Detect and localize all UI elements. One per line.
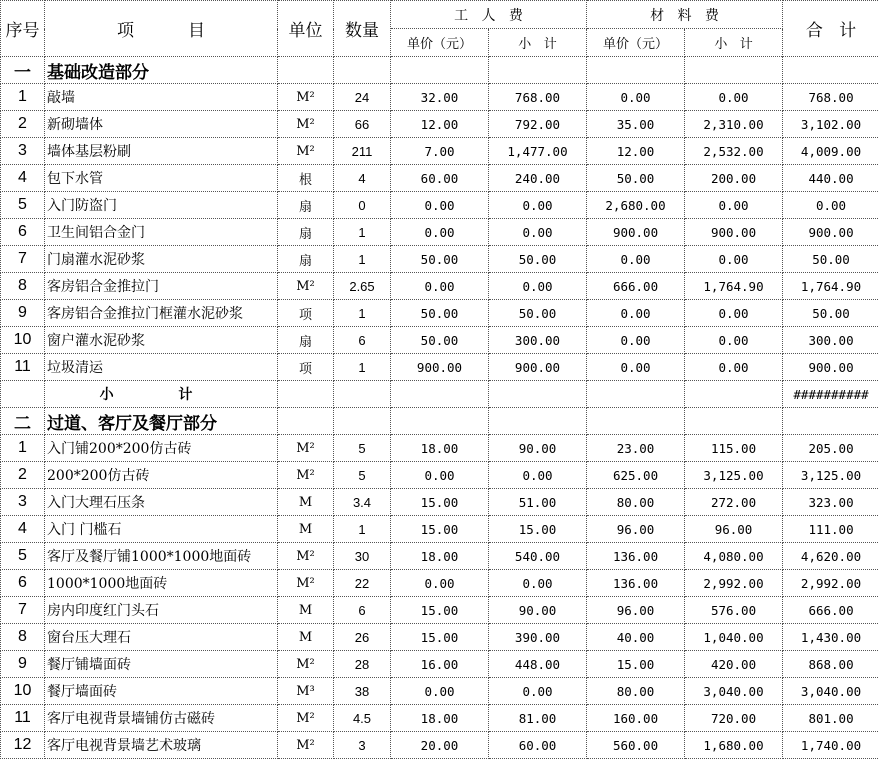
cell-item-name: 卫生间铝合金门 (45, 219, 278, 246)
cell-material-subtotal: 3,040.00 (685, 678, 783, 705)
cell-qty: 26 (334, 624, 391, 651)
empty-cell (489, 381, 587, 408)
table-row (1, 570, 879, 597)
cell-labor-subtotal: 0.00 (489, 570, 587, 597)
cell-seq: 1 (1, 435, 45, 462)
cell-material-unit-price: 0.00 (587, 246, 685, 273)
cell-material-subtotal: 2,992.00 (685, 570, 783, 597)
cell-seq: 3 (1, 489, 45, 516)
cell-total: 440.00 (783, 165, 879, 192)
cell-material-subtotal: 200.00 (685, 165, 783, 192)
cell-labor-unit-price: 15.00 (391, 516, 489, 543)
cell-item-name: 敲墙 (45, 84, 278, 111)
cell-total: 3,125.00 (783, 462, 879, 489)
empty-cell (685, 381, 783, 408)
cell-labor-unit-price: 0.00 (391, 273, 489, 300)
cell-labor-subtotal: 448.00 (489, 651, 587, 678)
cell-seq: 11 (1, 354, 45, 381)
cell-material-subtotal: 1,040.00 (685, 624, 783, 651)
cell-material-subtotal: 720.00 (685, 705, 783, 732)
cell-labor-subtotal: 50.00 (489, 300, 587, 327)
cell-seq: 5 (1, 192, 45, 219)
header-material-unit-price: 单价（元） (587, 29, 685, 57)
cell-material-unit-price: 625.00 (587, 462, 685, 489)
cell-material-unit-price: 560.00 (587, 732, 685, 759)
cell-material-subtotal: 1,764.90 (685, 273, 783, 300)
cell-labor-unit-price: 15.00 (391, 489, 489, 516)
empty-cell (587, 408, 685, 435)
cell-labor-subtotal: 300.00 (489, 327, 587, 354)
header-item: 项 目 (45, 1, 278, 57)
cell-total: 801.00 (783, 705, 879, 732)
cell-item-name: 垃圾清运 (45, 354, 278, 381)
cell-unit: 扇 (278, 192, 334, 219)
cell-seq: 4 (1, 165, 45, 192)
cell-total: 3,102.00 (783, 111, 879, 138)
cell-total: 868.00 (783, 651, 879, 678)
subtotal-row (1, 381, 879, 408)
cell-item-name: 200*200仿古砖 (45, 462, 278, 489)
empty-cell (391, 381, 489, 408)
cell-total: 323.00 (783, 489, 879, 516)
cell-total: 205.00 (783, 435, 879, 462)
table-body (1, 57, 879, 759)
cell-unit: M² (278, 435, 334, 462)
cell-qty: 3 (334, 732, 391, 759)
cell-qty: 0 (334, 192, 391, 219)
cell-item-name: 客房铝合金推拉门框灌水泥砂浆 (45, 300, 278, 327)
cell-labor-unit-price: 0.00 (391, 219, 489, 246)
cell-qty: 4 (334, 165, 391, 192)
section-header-row (1, 408, 879, 435)
cell-material-unit-price: 136.00 (587, 543, 685, 570)
cell-material-unit-price: 80.00 (587, 678, 685, 705)
cell-qty: 6 (334, 327, 391, 354)
cell-item-name: 客厅及餐厅铺1000*1000地面砖 (45, 543, 278, 570)
cell-unit: M² (278, 138, 334, 165)
cell-qty: 3.4 (334, 489, 391, 516)
cell-material-subtotal: 576.00 (685, 597, 783, 624)
section-index: 一 (1, 57, 45, 84)
cell-material-subtotal: 2,532.00 (685, 138, 783, 165)
cell-qty: 24 (334, 84, 391, 111)
empty-cell (278, 408, 334, 435)
cell-labor-subtotal: 0.00 (489, 462, 587, 489)
table-row (1, 462, 879, 489)
cell-material-subtotal: 0.00 (685, 192, 783, 219)
cell-unit: 扇 (278, 219, 334, 246)
cell-labor-unit-price: 18.00 (391, 435, 489, 462)
cell-seq: 11 (1, 705, 45, 732)
cell-labor-subtotal: 1,477.00 (489, 138, 587, 165)
table-row (1, 705, 879, 732)
cell-qty: 5 (334, 462, 391, 489)
cell-total: 2,992.00 (783, 570, 879, 597)
cell-qty: 1 (334, 219, 391, 246)
cell-item-name: 客厅电视背景墙艺术玻璃 (45, 732, 278, 759)
cell-total: 666.00 (783, 597, 879, 624)
cell-labor-unit-price: 18.00 (391, 705, 489, 732)
cell-labor-subtotal: 792.00 (489, 111, 587, 138)
cell-total: 4,620.00 (783, 543, 879, 570)
cell-unit: M² (278, 84, 334, 111)
cell-labor-subtotal: 90.00 (489, 435, 587, 462)
header-labor: 工 人 费 (391, 1, 587, 29)
cell-labor-unit-price: 50.00 (391, 246, 489, 273)
table-row (1, 435, 879, 462)
empty-cell (334, 408, 391, 435)
table-row (1, 624, 879, 651)
cell-material-subtotal: 0.00 (685, 84, 783, 111)
cell-total: 300.00 (783, 327, 879, 354)
cell-total: 50.00 (783, 300, 879, 327)
header-unit: 单位 (278, 1, 334, 57)
cell-labor-subtotal: 51.00 (489, 489, 587, 516)
cell-qty: 66 (334, 111, 391, 138)
cell-qty: 1 (334, 516, 391, 543)
empty-cell (783, 408, 879, 435)
empty-cell (685, 57, 783, 84)
cell-unit: M² (278, 732, 334, 759)
section-index: 二 (1, 408, 45, 435)
cell-material-unit-price: 96.00 (587, 516, 685, 543)
cell-seq: 7 (1, 597, 45, 624)
cell-seq: 6 (1, 219, 45, 246)
cell-labor-subtotal: 90.00 (489, 597, 587, 624)
cell-item-name: 入门铺200*200仿古砖 (45, 435, 278, 462)
cell-labor-subtotal: 0.00 (489, 678, 587, 705)
cell-labor-unit-price: 0.00 (391, 462, 489, 489)
empty-cell (783, 57, 879, 84)
cell-total: 4,009.00 (783, 138, 879, 165)
cell-qty: 4.5 (334, 705, 391, 732)
cell-material-unit-price: 666.00 (587, 273, 685, 300)
cell-material-unit-price: 136.00 (587, 570, 685, 597)
cell-labor-unit-price: 50.00 (391, 300, 489, 327)
cell-unit: M² (278, 651, 334, 678)
header-seq: 序号 (1, 1, 45, 57)
header-material: 材 料 费 (587, 1, 783, 29)
cell-qty: 30 (334, 543, 391, 570)
cell-material-unit-price: 0.00 (587, 300, 685, 327)
empty-cell (587, 381, 685, 408)
cell-seq: 10 (1, 327, 45, 354)
cell-material-subtotal: 96.00 (685, 516, 783, 543)
cell-labor-subtotal: 50.00 (489, 246, 587, 273)
cell-labor-unit-price: 12.00 (391, 111, 489, 138)
cell-unit: M (278, 624, 334, 651)
cell-qty: 1 (334, 354, 391, 381)
cell-qty: 38 (334, 678, 391, 705)
cell-seq: 10 (1, 678, 45, 705)
cell-labor-unit-price: 16.00 (391, 651, 489, 678)
cell-material-unit-price: 80.00 (587, 489, 685, 516)
cell-seq: 8 (1, 273, 45, 300)
cell-unit: 项 (278, 354, 334, 381)
table-row (1, 165, 879, 192)
cell-labor-unit-price: 60.00 (391, 165, 489, 192)
cell-total: 768.00 (783, 84, 879, 111)
cell-labor-subtotal: 900.00 (489, 354, 587, 381)
header-qty: 数量 (334, 1, 391, 57)
empty-cell (391, 57, 489, 84)
empty-cell (489, 57, 587, 84)
cell-material-unit-price: 0.00 (587, 354, 685, 381)
cell-labor-unit-price: 32.00 (391, 84, 489, 111)
cell-item-name: 新砌墙体 (45, 111, 278, 138)
cell-seq: 9 (1, 300, 45, 327)
cell-material-subtotal: 2,310.00 (685, 111, 783, 138)
cell-material-subtotal: 272.00 (685, 489, 783, 516)
cell-labor-unit-price: 20.00 (391, 732, 489, 759)
cell-qty: 6 (334, 597, 391, 624)
table-row (1, 327, 879, 354)
cell-seq: 6 (1, 570, 45, 597)
cell-labor-subtotal: 768.00 (489, 84, 587, 111)
cell-total: 1,740.00 (783, 732, 879, 759)
cell-labor-subtotal: 0.00 (489, 273, 587, 300)
cell-labor-unit-price: 50.00 (391, 327, 489, 354)
cell-seq: 7 (1, 246, 45, 273)
subtotal-label: 小 计 (45, 381, 278, 408)
cell-material-subtotal: 4,080.00 (685, 543, 783, 570)
cell-material-unit-price: 2,680.00 (587, 192, 685, 219)
table-row (1, 543, 879, 570)
section-header-row (1, 57, 879, 84)
cell-total: 3,040.00 (783, 678, 879, 705)
cell-material-unit-price: 0.00 (587, 84, 685, 111)
cell-qty: 5 (334, 435, 391, 462)
empty-cell (334, 57, 391, 84)
cell-material-unit-price: 900.00 (587, 219, 685, 246)
cell-labor-unit-price: 0.00 (391, 192, 489, 219)
empty-cell (334, 381, 391, 408)
cell-unit: M (278, 489, 334, 516)
cell-material-unit-price: 35.00 (587, 111, 685, 138)
empty-cell (489, 408, 587, 435)
cell-material-unit-price: 160.00 (587, 705, 685, 732)
section-title: 过道、客厅及餐厅部分 (45, 408, 278, 435)
cell-labor-unit-price: 7.00 (391, 138, 489, 165)
cell-unit: M³ (278, 678, 334, 705)
cell-qty: 1 (334, 246, 391, 273)
table-row (1, 219, 879, 246)
table-row (1, 192, 879, 219)
empty-cell (391, 408, 489, 435)
table-row (1, 597, 879, 624)
cell-total: 0.00 (783, 192, 879, 219)
cell-item-name: 门扇灌水泥砂浆 (45, 246, 278, 273)
table-row (1, 111, 879, 138)
cell-item-name: 窗户灌水泥砂浆 (45, 327, 278, 354)
cell-unit: M² (278, 273, 334, 300)
table-row (1, 651, 879, 678)
cell-material-subtotal: 420.00 (685, 651, 783, 678)
cell-item-name: 窗台压大理石 (45, 624, 278, 651)
cell-item-name: 餐厅墙面砖 (45, 678, 278, 705)
cell-seq: 2 (1, 462, 45, 489)
cell-total: 1,430.00 (783, 624, 879, 651)
cell-qty: 28 (334, 651, 391, 678)
cell-item-name: 客厅电视背景墙铺仿古磁砖 (45, 705, 278, 732)
cell-total: 50.00 (783, 246, 879, 273)
cell-material-subtotal: 115.00 (685, 435, 783, 462)
cell-item-name: 入门防盗门 (45, 192, 278, 219)
cell-unit: M (278, 516, 334, 543)
cell-unit: M² (278, 570, 334, 597)
table-row (1, 678, 879, 705)
cell-qty: 2.65 (334, 273, 391, 300)
empty-cell (1, 381, 45, 408)
table-row (1, 138, 879, 165)
cell-item-name: 包下水管 (45, 165, 278, 192)
cell-seq: 4 (1, 516, 45, 543)
cell-labor-subtotal: 60.00 (489, 732, 587, 759)
cell-item-name: 餐厅铺墙面砖 (45, 651, 278, 678)
cell-labor-subtotal: 390.00 (489, 624, 587, 651)
cell-material-subtotal: 900.00 (685, 219, 783, 246)
cell-material-unit-price: 50.00 (587, 165, 685, 192)
cell-material-subtotal: 0.00 (685, 300, 783, 327)
cell-unit: 根 (278, 165, 334, 192)
table-row (1, 354, 879, 381)
table-row (1, 516, 879, 543)
cell-item-name: 房内印度红门头石 (45, 597, 278, 624)
cell-unit: M² (278, 543, 334, 570)
section-title: 基础改造部分 (45, 57, 278, 84)
cell-labor-subtotal: 0.00 (489, 219, 587, 246)
header-total: 合 计 (783, 1, 879, 57)
cell-unit: M² (278, 705, 334, 732)
cell-seq: 9 (1, 651, 45, 678)
cell-total: 900.00 (783, 354, 879, 381)
table-row (1, 273, 879, 300)
cell-labor-unit-price: 900.00 (391, 354, 489, 381)
cell-unit: M (278, 597, 334, 624)
cell-material-unit-price: 12.00 (587, 138, 685, 165)
cell-seq: 12 (1, 732, 45, 759)
cell-seq: 2 (1, 111, 45, 138)
cell-labor-unit-price: 0.00 (391, 570, 489, 597)
cell-total: 900.00 (783, 219, 879, 246)
empty-cell (685, 408, 783, 435)
cell-labor-subtotal: 81.00 (489, 705, 587, 732)
cell-labor-subtotal: 540.00 (489, 543, 587, 570)
cell-material-unit-price: 15.00 (587, 651, 685, 678)
cell-unit: M² (278, 462, 334, 489)
empty-cell (278, 381, 334, 408)
cell-item-name: 墙体基层粉刷 (45, 138, 278, 165)
empty-cell (278, 57, 334, 84)
cell-seq: 5 (1, 543, 45, 570)
table-row (1, 84, 879, 111)
cell-item-name: 入门大理石压条 (45, 489, 278, 516)
header-labor-unit-price: 单价（元） (391, 29, 489, 57)
cell-unit: 项 (278, 300, 334, 327)
cell-material-subtotal: 0.00 (685, 246, 783, 273)
table-row (1, 732, 879, 759)
cell-material-unit-price: 96.00 (587, 597, 685, 624)
empty-cell (587, 57, 685, 84)
cell-labor-subtotal: 240.00 (489, 165, 587, 192)
cell-unit: M² (278, 111, 334, 138)
cell-seq: 3 (1, 138, 45, 165)
cell-qty: 211 (334, 138, 391, 165)
cell-seq: 8 (1, 624, 45, 651)
cell-material-unit-price: 23.00 (587, 435, 685, 462)
cell-seq: 1 (1, 84, 45, 111)
cell-item-name: 入门 门槛石 (45, 516, 278, 543)
cell-unit: 扇 (278, 327, 334, 354)
cell-material-unit-price: 40.00 (587, 624, 685, 651)
cell-qty: 1 (334, 300, 391, 327)
cell-material-unit-price: 0.00 (587, 327, 685, 354)
cell-item-name: 客房铝合金推拉门 (45, 273, 278, 300)
header-labor-subtotal: 小 计 (489, 29, 587, 57)
cell-material-subtotal: 0.00 (685, 327, 783, 354)
cell-labor-subtotal: 15.00 (489, 516, 587, 543)
cell-qty: 22 (334, 570, 391, 597)
cell-item-name: 1000*1000地面砖 (45, 570, 278, 597)
table-row (1, 489, 879, 516)
cell-labor-unit-price: 15.00 (391, 597, 489, 624)
header-material-subtotal: 小 计 (685, 29, 783, 57)
cell-total: 1,764.90 (783, 273, 879, 300)
cell-labor-unit-price: 18.00 (391, 543, 489, 570)
cell-labor-subtotal: 0.00 (489, 192, 587, 219)
table-row (1, 246, 879, 273)
subtotal-value: ########## (783, 381, 879, 408)
cell-total: 111.00 (783, 516, 879, 543)
cell-labor-unit-price: 15.00 (391, 624, 489, 651)
cell-unit: 扇 (278, 246, 334, 273)
cell-material-subtotal: 1,680.00 (685, 732, 783, 759)
table-row (1, 300, 879, 327)
cell-labor-unit-price: 0.00 (391, 678, 489, 705)
cell-material-subtotal: 0.00 (685, 354, 783, 381)
cell-material-subtotal: 3,125.00 (685, 462, 783, 489)
